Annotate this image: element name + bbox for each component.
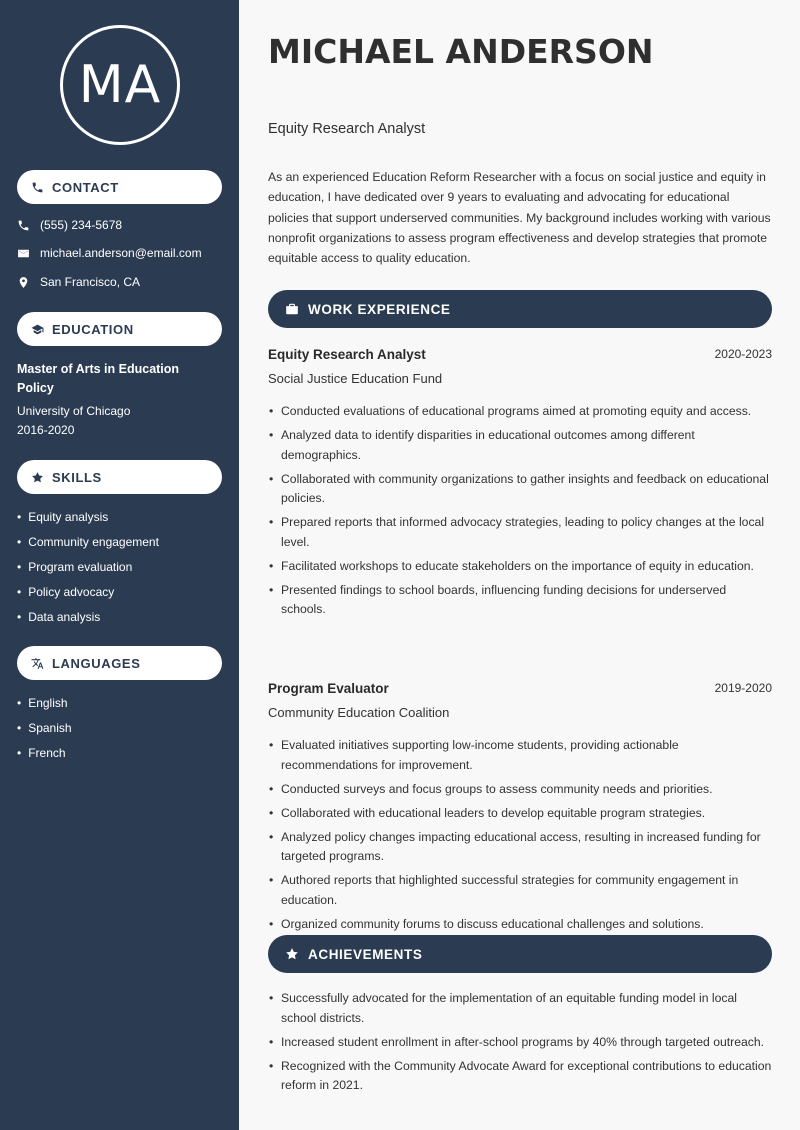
sidebar [0, 0, 239, 1130]
list-item: • Organized community forums to discuss educational challenges and solutions. [268, 915, 772, 935]
list-item: • Conducted surveys and focus groups to assess community needs and priorities. [268, 780, 772, 800]
phone-text: (555) 234-5678 [40, 218, 123, 232]
contact-phone [17, 218, 122, 232]
star-icon [31, 471, 44, 484]
job-title: Equity Research Analyst [268, 347, 426, 362]
list-item: • Equity analysis [17, 504, 159, 529]
contact-location [17, 275, 140, 289]
achievements-heading-label: ACHIEVEMENTS [308, 946, 423, 962]
list-item: • Authored reports that highlighted successful strategies for community engagement in education. [268, 871, 772, 910]
list-item: • Evaluated initiatives supporting low-income students, providing actionable recommendations for improvement. [268, 736, 772, 775]
envelope-icon [17, 247, 30, 260]
list-item: • Program evaluation [17, 554, 159, 579]
job-organization: Social Justice Education Fund [268, 371, 443, 386]
phone-icon [17, 219, 30, 232]
avatar: MA [60, 25, 180, 145]
list-item: • French [17, 740, 72, 765]
phone-icon [31, 181, 44, 194]
candidate-name: MICHAEL ANDERSON [268, 32, 654, 71]
list-item: • Collaborated with educational leaders to develop equitable program strategies. [268, 804, 772, 824]
languages-heading-label: LANGUAGES [52, 655, 141, 671]
list-item: • Policy advocacy [17, 579, 159, 604]
work-experience-heading-label: WORK EXPERIENCE [308, 301, 451, 317]
list-item: • Increased student enrollment in after-school programs by 40% through targeted outreach. [268, 1033, 772, 1053]
education-heading [17, 312, 222, 346]
list-item: • Analyzed data to identify disparities in educational outcomes among different demographics. [268, 426, 772, 465]
email-text: michael.anderson@email.com [40, 246, 202, 260]
candidate-title: Equity Research Analyst [268, 121, 426, 137]
contact-heading-label: CONTACT [52, 179, 119, 195]
list-item: • Facilitated workshops to educate stakeholders on the importance of equity in education. [268, 557, 772, 577]
job-dates: 2019-2020 [714, 681, 772, 695]
achievements-heading [268, 935, 772, 973]
job-bullets [268, 402, 772, 624]
list-item: • Collaborated with community organizations to gather insights and feedback on educational policies. [268, 470, 772, 509]
profile-summary: As an experienced Education Reform Researcher with a focus on social justice and equity in education, I have dedicated over 9 years to evaluating and advocating for educational policies that support underserved communities. My background includes working with various nonprofit organizations to assess program effectiveness and develop strategies that promote equitable access to quality education. [268, 170, 771, 266]
education-heading-label: EDUCATION [52, 321, 134, 337]
briefcase-icon [285, 302, 299, 316]
skills-heading [17, 460, 222, 494]
list-item: • Conducted evaluations of educational programs aimed at promoting equity and access. [268, 402, 772, 422]
job-dates: 2020-2023 [714, 347, 772, 361]
education-school: University of Chicago [17, 404, 131, 418]
list-item: • Successfully advocated for the implementation of an equitable funding model in local school districts. [268, 989, 772, 1028]
location-text: San Francisco, CA [40, 275, 141, 289]
list-item: • English [17, 690, 72, 715]
work-experience-heading [268, 290, 772, 328]
contact-heading [17, 170, 222, 204]
education-years: 2016-2020 [17, 423, 75, 437]
education-degree: Master of Arts in Education Policy [17, 362, 180, 395]
list-item: • Prepared reports that informed advocacy strategies, leading to policy changes at the local level. [268, 513, 772, 552]
languages-list [17, 690, 72, 765]
list-item: • Spanish [17, 715, 72, 740]
contact-email [17, 246, 202, 260]
list-item: • Analyzed policy changes impacting educational access, resulting in increased funding for targeted programs. [268, 828, 772, 867]
job-bullets [268, 736, 772, 939]
skills-list [17, 504, 159, 629]
achievements-list [268, 989, 772, 1100]
list-item: • Presented findings to school boards, influencing funding decisions for underserved schools. [268, 581, 772, 620]
job-organization: Community Education Coalition [268, 705, 450, 720]
graduation-cap-icon [31, 323, 44, 336]
job-title: Program Evaluator [268, 681, 389, 696]
translate-icon [31, 657, 44, 670]
skills-heading-label: SKILLS [52, 469, 102, 485]
languages-heading [17, 646, 222, 680]
map-pin-icon [17, 276, 30, 289]
star-icon [285, 947, 299, 961]
list-item: • Data analysis [17, 604, 159, 629]
list-item: • Recognized with the Community Advocate Award for exceptional contributions to education reform in 2021. [268, 1057, 772, 1096]
list-item: • Community engagement [17, 529, 159, 554]
